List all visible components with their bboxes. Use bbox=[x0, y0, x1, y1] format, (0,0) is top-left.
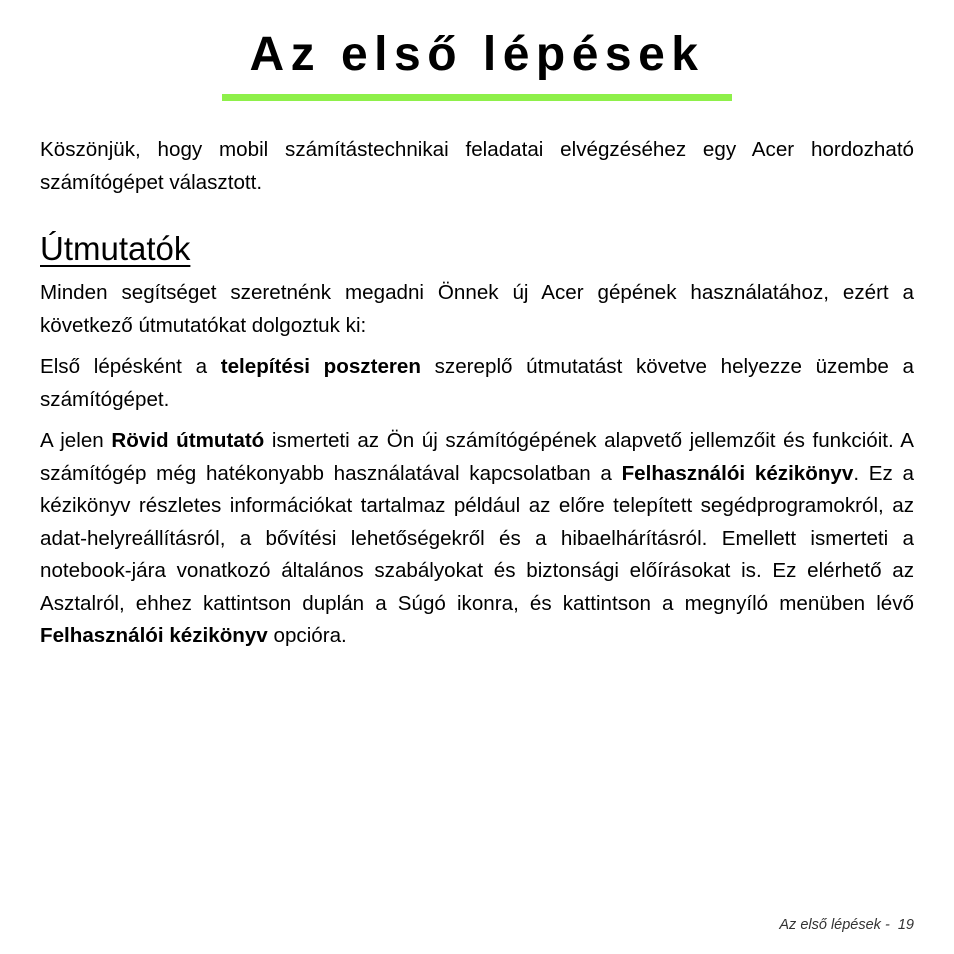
footer-section-name: Az első lépések bbox=[779, 917, 881, 933]
quick-text-a: A jelen bbox=[40, 429, 112, 452]
title-underline-rule bbox=[222, 94, 732, 101]
setup-poster-paragraph bbox=[40, 351, 914, 416]
setup-poster-term: telepítési poszteren bbox=[220, 355, 421, 378]
quick-guide-term: Rövid útmutató bbox=[111, 429, 265, 452]
user-manual-term: Felhasználói kézikönyv bbox=[621, 461, 854, 485]
page-footer bbox=[779, 917, 914, 933]
quick-guide-paragraph bbox=[40, 425, 914, 653]
quick-text-e: . Ez a kézikönyv részletes információkat tartalmaz például az előre telepített segédprogramokról, az adat-helyreállításról, a bővítési lehetőségekről és a hibaelhárításról. Emellett ismerteti a notebook-jára vonatkozó általános szabályokat és biztonsági előírásokat is. Ez elérhető az Asztalról, ehhez kattintson duplán a Súgó ikonra, és kattintson a megnyíló menüben lévő bbox=[40, 461, 914, 615]
page-content bbox=[40, 134, 914, 662]
section-heading: Útmutatók bbox=[40, 230, 191, 267]
footer-separator: - bbox=[880, 917, 898, 933]
page-number: 19 bbox=[897, 917, 914, 933]
setup-text-c: szereplő útmutatást követve helyezze üzembe a számítógépet. bbox=[40, 355, 914, 411]
page-title: Az első lépések bbox=[249, 28, 705, 81]
quick-text-g: opcióra. bbox=[267, 624, 347, 647]
quick-text-c: ismerteti az Ön új számítógépének alapvető jellemzőit és funkcióit. A számítógép még hatékonyabb használatával kapcsolatban a bbox=[40, 429, 914, 485]
intro-paragraph: Köszönjük, hogy mobil számítástechnikai feladatai elvégzéséhez egy Acer hordozható számítógépet választott. bbox=[40, 138, 914, 194]
user-manual-option-term: Felhasználói kézikönyv bbox=[40, 624, 268, 647]
setup-text-a: Első lépésként a bbox=[40, 355, 221, 378]
guides-intro-paragraph: Minden segítséget szeretnénk megadni Önnek új Acer gépének használatához, ezért a következő útmutatókat dolgoztuk ki: bbox=[40, 281, 914, 337]
